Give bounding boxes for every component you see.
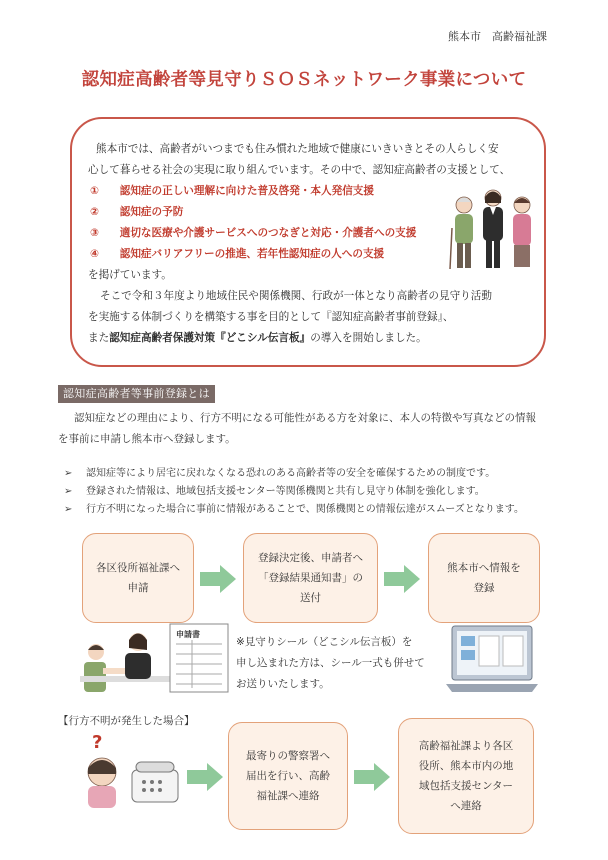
- page-title: 認知症高齢者等見守りＳＯＳネットワーク事業について: [81, 70, 527, 90]
- worried-person-with-phone-illustration: [78, 730, 188, 810]
- intro-line-10-a: また: [88, 332, 110, 344]
- section-heading: 認知症高齢者等事前登録とは: [58, 385, 215, 403]
- flow-step-police-line-1: 最寄りの警察署へ: [246, 750, 330, 762]
- note-line-3: お送りいたします。: [236, 678, 330, 690]
- flow-step-notify-line-2: 「登録結果通知書」の: [258, 572, 363, 584]
- intro-line-2: 心して暮らせる社会の実現に取り組んでいます。その中で、認知症高齢者の支援として、: [88, 164, 511, 176]
- bullet-item-1: [64, 464, 495, 479]
- bullet-arrow-icon: ➢: [64, 468, 73, 479]
- section-paragraph-line-1: 認知症などの理由により、行方不明になる可能性がある方を対象に、本人の特徴や写真などの情報: [74, 412, 536, 424]
- right-arrow-icon: [352, 761, 392, 793]
- bullet-item-2: [64, 482, 485, 497]
- item-number: ②: [90, 206, 99, 218]
- flow-step-contact-line-3: 域包括支援センター: [418, 780, 514, 792]
- item-number: ③: [90, 227, 99, 239]
- elderly-people-illustration: [448, 183, 538, 273]
- bullet-text: 認知症等により居宅に戻れなくなる恐れのある高齢者等の安全を確保するための制度です。: [86, 468, 496, 479]
- intro-item-3: [90, 225, 416, 240]
- bullet-arrow-icon: ➢: [64, 486, 73, 497]
- intro-line-7: を掲げています。: [88, 269, 172, 281]
- flow-step-register-line-1: 熊本市へ情報を: [447, 562, 521, 574]
- flow-step-notify-line-3: 送付: [300, 592, 321, 604]
- bullet-item-3: [64, 500, 524, 515]
- intro-line-9: を実施する体制づくりを構築する事を目的として『認知症高齢者事前登録』、: [88, 311, 454, 323]
- item-text: 適切な医療や介護サービスへのつなぎと対応・介護者への支援: [119, 227, 417, 239]
- laptop-illustration: [446, 624, 538, 694]
- intro-item-1: [90, 183, 374, 198]
- item-number: ④: [90, 248, 99, 260]
- intro-line-10-c: の導入を開始しました。: [310, 332, 427, 344]
- flow-step-notify: [243, 533, 378, 623]
- missing-case-label: 【行方不明が発生した場合】: [58, 715, 195, 727]
- intro-line-8: そこで令和３年度より地域住民や関係機関、行政が一体となり高齢者の見守り活動: [100, 290, 492, 302]
- flow-step-register: [428, 533, 540, 623]
- right-arrow-icon: [185, 761, 225, 793]
- svg-text:?: ?: [92, 732, 103, 753]
- intro-line-10: [88, 330, 427, 345]
- flow-step-police-line-3: 福祉課へ連絡: [256, 790, 320, 802]
- flow-step-contact-line-4: へ連絡: [450, 800, 482, 812]
- bullet-text: 行方不明になった場合に事前に情報があることで、関係機関との情報伝達がスムーズとなります。: [86, 504, 524, 515]
- flow-step-contact-line-1: 高齢福祉課より各区: [418, 740, 514, 752]
- intro-line-1: 熊本市では、高齢者がいつまでも住み慣れた地域で健康にいきいきとその人らしく安: [96, 143, 499, 155]
- right-arrow-icon: [382, 563, 422, 595]
- intro-item-4: [90, 246, 384, 261]
- flow-step-police: [228, 722, 348, 830]
- intro-line-10-b: 認知症高齢者保護対策『どこシル伝言板』: [109, 332, 311, 344]
- counter-consultation-illustration: [78, 622, 230, 694]
- right-arrow-icon: [198, 563, 238, 595]
- intro-item-2: [90, 204, 183, 219]
- application-form-label: 申請書: [176, 630, 200, 639]
- note-line-1: ※見守りシール（どこシル伝言板）を: [236, 636, 413, 648]
- note-line-2: 申し込まれた方は、シール一式も併せて: [236, 657, 425, 669]
- bullet-arrow-icon: ➢: [64, 504, 73, 515]
- item-text: 認知症の予防: [119, 206, 184, 218]
- flow-step-register-line-2: 登録: [473, 582, 495, 594]
- flow-step-notify-line-1: 登録決定後、申請者へ: [258, 552, 363, 564]
- flow-step-contact: [398, 718, 534, 834]
- flow-step-apply: [82, 533, 194, 623]
- item-text: 認知症バリアフリーの推進、若年性認知症の人への支援: [119, 248, 385, 260]
- flow-step-apply-line-2: 申請: [127, 582, 149, 594]
- item-number: ①: [90, 185, 99, 197]
- section-paragraph-line-2: を事前に申請し熊本市へ登録します。: [58, 433, 236, 445]
- flow-step-contact-line-2: 役所、熊本市内の地: [418, 760, 514, 772]
- flow-step-police-line-2: 届出を行い、高齢: [246, 770, 330, 782]
- item-text: 認知症の正しい理解に向けた普及啓発・本人発信支援: [119, 185, 374, 197]
- bullet-text: 登録された情報は、地域包括支援センター等関係機関と共有し見守り体制を強化します。: [86, 486, 485, 497]
- flow-step-apply-line-1: 各区役所福祉課へ: [96, 562, 180, 574]
- department-label: 熊本市 高齢福祉課: [448, 30, 547, 43]
